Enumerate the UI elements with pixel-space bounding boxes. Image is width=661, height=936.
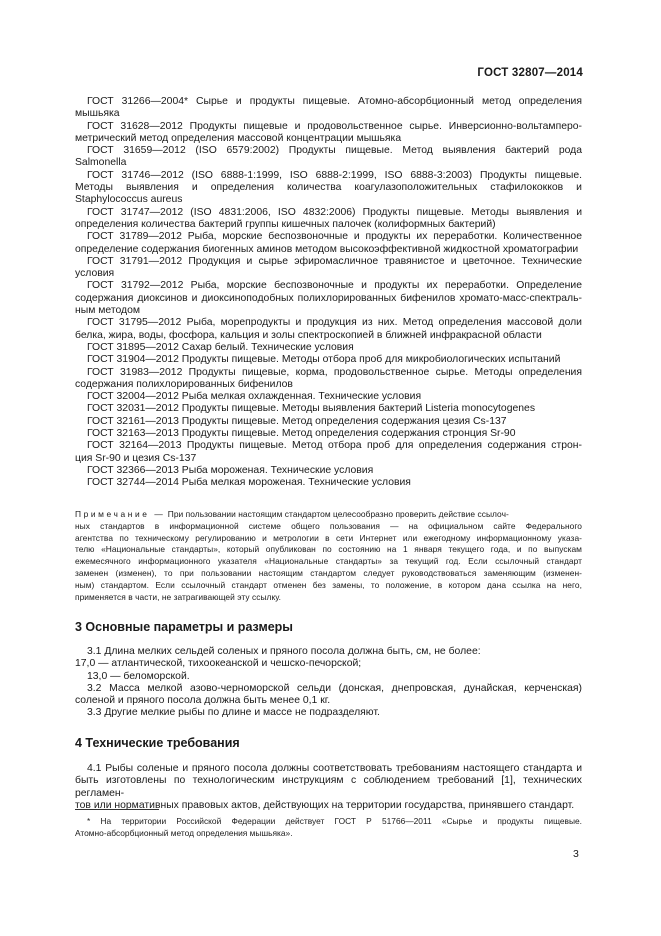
reference-line: ГОСТ 31659—2012 (ISO 6579:2002) Продукты пищевые. Метод выявления бактерий рода xyxy=(87,145,582,157)
paragraph-3-2-cont: соленой и пряного посола должна быть менее 0,1 кг. xyxy=(75,695,331,707)
paragraph-3-1-item: 13,0 — беломорской. xyxy=(87,670,190,682)
reference-line-cont: содержания полихлорированных бифенилов xyxy=(75,378,293,390)
reference-item xyxy=(75,428,582,440)
footnote xyxy=(75,816,582,840)
note-line: ным) стандартом. Если ссылочный стандарт отменен без замены, то положение, в котором дана ссылка на него, xyxy=(75,579,582,590)
reference-line: ГОСТ 32163—2013 Продукты пищевые. Метод определения содержания стронция Sr-90 xyxy=(87,428,516,440)
page-number: 3 xyxy=(573,848,579,860)
reference-item xyxy=(75,354,582,366)
reference-line: ГОСТ 31904—2012 Продукты пищевые. Методы отбора проб для микробиологических испытаний xyxy=(87,354,561,366)
reference-item xyxy=(75,465,582,477)
paragraph-3-1: 3.1 Длина мелких сельдей соленых и пряного посола должна быть, см, не более: xyxy=(87,646,481,657)
paragraph-3-2: 3.2 Масса мелкой азово-черноморской сельди (донская, днепровская, дунайская, керченская) xyxy=(87,682,582,694)
section-3-heading: 3 Основные параметры и размеры xyxy=(75,620,293,634)
paragraph-4-1: 4.1 Рыбы соленые и пряного посола должны соответствовать требованиям настоящего стандарта и xyxy=(87,763,582,774)
reference-line-cont: метрический метод определения массовой концентрации мышьяка xyxy=(75,132,402,144)
reference-item xyxy=(75,145,582,170)
references-note xyxy=(75,509,582,603)
reference-line: ГОСТ 31747—2012 (ISO 4831:2006, ISO 4832:2006) Продукты пищевые. Методы выявления и xyxy=(87,206,582,218)
note-label: Примечание — xyxy=(75,509,166,519)
reference-item xyxy=(75,477,582,489)
reference-line-cont: ным методом xyxy=(75,305,140,317)
reference-line-cont: ция Sr-90 и цезия Cs-137 xyxy=(75,452,197,464)
reference-line: ГОСТ 31746—2012 (ISO 6888-1:1999, ISO 6888-2:1999, ISO 6888-3:2003) Продукты пищевые. xyxy=(87,169,582,181)
paragraph-3-1-item: 17,0 — атлантической, тихоокеанской и чешско-печорской; xyxy=(75,658,362,670)
reference-item xyxy=(75,440,582,465)
reference-line: ГОСТ 32004—2012 Рыба мелкая охлажденная. Технические условия xyxy=(87,391,422,403)
section-4-body xyxy=(75,763,582,812)
paragraph-4-1-cont: быть изготовлены по технологическим инструкциям с соблюдением требований [1], технических регламен- xyxy=(75,775,582,799)
reference-item xyxy=(75,317,582,342)
paragraph-3-3: 3.3 Другие мелкие рыбы по длине и массе не подразделяют. xyxy=(87,707,380,719)
reference-line-cont: условия xyxy=(75,268,115,280)
paragraph-4-1-cont: тов или нормативных правовых актов, действующих на территории государства, принявшего стандарт. xyxy=(75,799,575,811)
reference-item xyxy=(75,391,582,403)
reference-line: ГОСТ 31795—2012 Рыба, морепродукты и продукция из них. Метод определения массовой доли xyxy=(87,317,582,329)
reference-line: ГОСТ 31792—2012 Рыба, морские беспозвоночные и продукты их переработки. Определение xyxy=(87,280,582,292)
reference-item xyxy=(75,96,582,121)
note-line: заменен (изменен), то при пользовании настоящим стандартом следует руководствоваться заменяющим (изменен- xyxy=(75,567,582,578)
reference-line: ГОСТ 31895—2012 Сахар белый. Технические условия xyxy=(87,341,354,353)
reference-line: ГОСТ 31983—2012 Продукты пищевые, корма, продовольственное сырье. Методы определения xyxy=(87,366,582,378)
footnote-separator xyxy=(75,809,159,810)
reference-line: ГОСТ 31628—2012 Продукты пищевые и продовольственное сырье. Инверсионно-вольтамперо- xyxy=(87,120,582,132)
reference-line: ГОСТ 31266—2004* Сырье и продукты пищевые. Атомно-абсорбционный метод определения xyxy=(87,96,582,107)
footnote-line: * На территории Российской Федерации действует ГОСТ Р 51766—2011 «Сырье и продукты пищевые. xyxy=(87,816,582,826)
reference-line-cont: Salmonella xyxy=(75,157,127,169)
reference-line: ГОСТ 32161—2013 Продукты пищевые. Метод определения содержания цезия Cs-137 xyxy=(87,415,507,427)
section-3-body xyxy=(75,646,582,720)
reference-line: ГОСТ 31789—2012 Рыба, морские беспозвоночные и продукты их переработки. Количественное xyxy=(87,231,582,243)
reference-line: ГОСТ 31791—2012 Продукция и сырье эфиромасличное травянистое и цветочное. Технические xyxy=(87,255,582,267)
reference-item xyxy=(75,280,582,317)
reference-item xyxy=(75,416,582,428)
reference-line-cont: мышьяка xyxy=(75,108,120,120)
reference-item xyxy=(75,207,582,232)
reference-item xyxy=(75,231,582,256)
reference-line: ГОСТ 32366—2013 Рыба мороженая. Технические условия xyxy=(87,464,374,476)
section-4-heading: 4 Технические требования xyxy=(75,736,240,750)
reference-item xyxy=(75,367,582,392)
reference-line: ГОСТ 32164—2013 Продукты пищевые. Метод отбора проб для определения содержания строн- xyxy=(87,440,582,452)
reference-line-cont: Методы выявления и определения количества коагулазоположительных стафилококков и xyxy=(75,182,582,194)
note-line: ных стандартов в информационной системе общего пользования — на официальном сайте Федерального xyxy=(75,520,582,531)
reference-line-cont: содержания диоксинов и диоксиноподобных полихлорированных бифенилов хромато-масс-спектраль- xyxy=(75,292,582,304)
reference-item xyxy=(75,342,582,354)
reference-line-cont: определения количества бактерий группы кишечных палочек (колиформных бактерий) xyxy=(75,218,496,230)
footnote-line: Атомно-абсорбционный метод определения мышьяка». xyxy=(75,827,293,838)
reference-item xyxy=(75,403,582,415)
note-line: агентства по техническому регулированию и метрологии в сети Интернет или ежегодному информационному указа- xyxy=(75,532,582,543)
normative-references-list xyxy=(75,96,582,490)
reference-item xyxy=(75,121,582,146)
reference-item xyxy=(75,170,582,207)
reference-line: ГОСТ 32744—2014 Рыба мелкая мороженая. Технические условия xyxy=(87,477,411,489)
reference-item xyxy=(75,256,582,281)
note-line: ежемесячного информационного указателя «Национальные стандарты» за текущий год. Если ссылочный стандарт xyxy=(75,556,582,567)
document-id-header: ГОСТ 32807—2014 xyxy=(477,67,583,79)
note-line: применяется в части, не затрагивающей эту ссылку. xyxy=(75,591,282,602)
note-line: телю «Национальные стандарты», который опубликован по состоянию на 1 января текущего года, и по выпускам xyxy=(75,544,582,555)
note-line: При пользовании настоящим стандартом целесообразно проверить действие ссылоч- xyxy=(165,509,509,519)
reference-line-cont: белка, жира, воды, фосфора, кальция и золы спектроскопией в ближней инфракрасной области xyxy=(75,329,542,341)
reference-line-cont: Staphylococcus aureus xyxy=(75,194,183,206)
reference-line: ГОСТ 32031—2012 Продукты пищевые. Методы выявления бактерий Listeria monocytogenes xyxy=(87,403,536,415)
reference-line-cont: определение содержания биогенных аминов методом высокоэффективной жидкостной хроматографии xyxy=(75,243,579,255)
